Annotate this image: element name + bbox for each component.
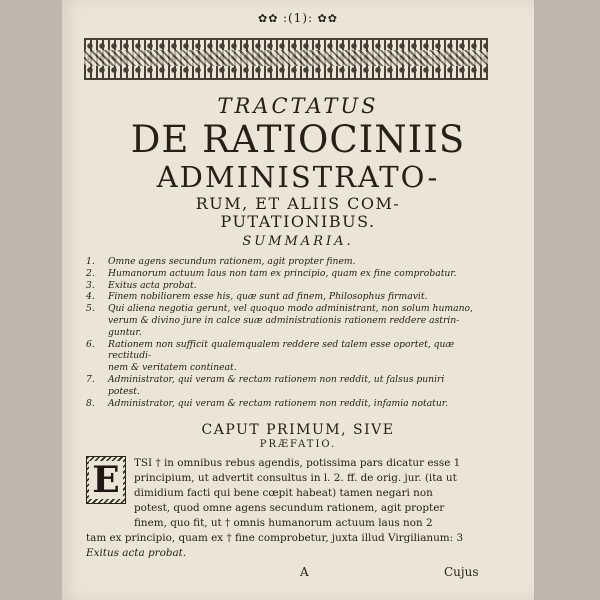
- body-line: Exitus acta probat.: [86, 547, 187, 559]
- page-number-text: :(1):: [282, 11, 314, 25]
- summaria-list: [86, 256, 490, 409]
- list-item: [86, 256, 490, 268]
- catchword: Cujus: [444, 565, 479, 579]
- list-item: [86, 268, 490, 280]
- chapter-subheading: PRÆFATIO.: [259, 439, 337, 450]
- title-line-3: ADMINISTRATO-: [156, 160, 440, 194]
- item-text: Exitus acta probat.: [108, 279, 197, 291]
- title-line-1: TRACTATUS: [217, 94, 379, 118]
- item-number: 5.: [86, 303, 95, 315]
- ornament-left-icon: ✿✿: [258, 12, 283, 25]
- list-item: [86, 374, 490, 398]
- item-number: 2.: [86, 267, 95, 279]
- body-line: tam ex principio, quam ex † fine comprobetur, juxta illud Virgilianum: 3: [86, 532, 464, 544]
- item-text: Humanorum actuum laus non tam ex principio, quam ex fine comprobatur.: [108, 267, 457, 279]
- item-number: 1.: [86, 256, 95, 267]
- item-text: nem & veritatem contineat.: [108, 362, 237, 374]
- title-line-5: PUTATIONIBUS.: [220, 212, 376, 231]
- page-number: [62, 11, 534, 25]
- item-number: 8.: [86, 397, 95, 409]
- initial-letter: E: [89, 461, 122, 499]
- item-number: 3.: [86, 279, 95, 291]
- summaria-heading: SUMMARIA.: [242, 234, 354, 249]
- item-text: Administrator, qui veram & rectam rationem non reddit, ut falsus puniri: [108, 373, 445, 385]
- ornament-right-icon: ✿✿: [313, 12, 338, 25]
- item-number: 6.: [86, 338, 95, 350]
- item-text: potest.: [108, 385, 140, 397]
- body-line: potest, quod omne agens secundum rationem, agit propter: [134, 502, 445, 514]
- list-item: [86, 398, 490, 410]
- item-text: guntur.: [108, 326, 142, 338]
- item-text: verum & divino jure in calce suæ administrationis rationem reddere astrin-: [108, 314, 460, 326]
- item-number: 7.: [86, 373, 95, 385]
- body-line: TSI † in omnibus rebus agendis, potissima pars dicatur esse 1: [134, 457, 461, 469]
- body-line: finem, quo fit, ut † omnis humanorum actuum laus non 2: [134, 517, 433, 529]
- title-line-2: DE RATIOCINIIS: [130, 118, 466, 161]
- signature-mark: A: [300, 565, 309, 579]
- body-line: dimidium facti qui bene cœpit habeat) tamen negari non: [134, 487, 433, 499]
- list-item: [86, 280, 490, 292]
- item-text: Omne agens secundum rationem, agit propter finem.: [108, 256, 356, 267]
- item-text: Administrator, qui veram & rectam rationem non reddit, infamia notatur.: [108, 397, 449, 409]
- body-line: principium, ut advertit consultus in l. 2. ff. de orig. jur. (ita ut: [134, 472, 457, 484]
- headpiece-ornament: [84, 38, 488, 80]
- item-text: Rationem non sufficit qualemqualem reddere sed talem esse oportet, quæ rectitudi-: [108, 338, 455, 362]
- list-item: [86, 339, 490, 374]
- decorated-initial: [86, 456, 126, 504]
- book-page: [62, 0, 534, 600]
- chapter-heading: CAPUT PRIMUM, SIVE: [201, 422, 395, 438]
- list-item: [86, 303, 490, 338]
- title-line-4: RUM, ET ALIIS COM-: [195, 194, 401, 213]
- item-text: Qui aliena negotia gerunt, vel quoquo modo administrant, non solum humano,: [108, 303, 473, 315]
- list-item: [86, 291, 490, 303]
- item-number: 4.: [86, 291, 95, 303]
- item-text: Finem nobiliorem esse his, quæ sunt ad finem, Philosophus firmavit.: [108, 291, 428, 303]
